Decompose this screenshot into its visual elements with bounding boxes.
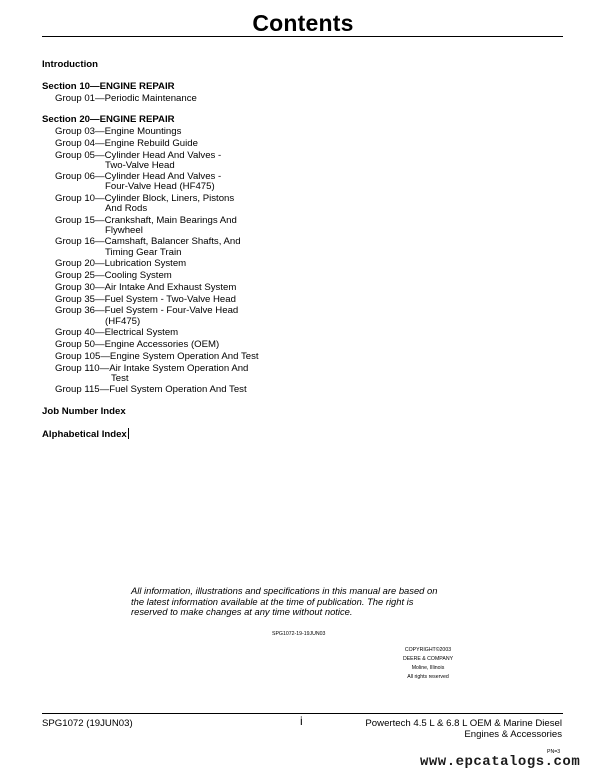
- toc-group-110-cont[interactable]: Test: [111, 373, 129, 384]
- toc-section20-heading[interactable]: Section 20—ENGINE REPAIR: [42, 114, 175, 125]
- toc-group-16-cont[interactable]: Timing Gear Train: [105, 247, 182, 258]
- footer-page-number: i: [300, 714, 303, 728]
- toc-group-30[interactable]: Group 30—Air Intake And Exhaust System: [55, 282, 237, 293]
- toc-section10-heading[interactable]: Section 10—ENGINE REPAIR: [42, 81, 175, 92]
- location-line: Moline, Illinois: [411, 665, 445, 671]
- toc-alphabetical-index[interactable]: [42, 428, 129, 440]
- legal-notice-line-3: reserved to make changes at any time without notice.: [131, 606, 353, 617]
- toc-group-10-cont[interactable]: And Rods: [105, 203, 148, 214]
- rights-line: All rights reserved: [407, 674, 449, 680]
- copyright-block: [398, 646, 458, 682]
- page-title: Contents: [252, 10, 354, 36]
- toc-group-05[interactable]: Group 05—Cylinder Head And Valves -: [55, 150, 222, 161]
- toc-introduction[interactable]: Introduction: [42, 59, 98, 70]
- toc-job-number-index[interactable]: Job Number Index: [42, 406, 126, 417]
- legal-notice: [131, 586, 471, 618]
- footer-doc-id: SPG1072 (19JUN03): [42, 718, 133, 729]
- toc-group-105[interactable]: Group 105—Engine System Operation And Test: [55, 351, 259, 362]
- footer-title-line-1: Powertech 4.5 L & 6.8 L OEM & Marine Diesel: [365, 718, 562, 729]
- toc-section10-group01[interactable]: Group 01—Periodic Maintenance: [55, 93, 197, 104]
- toc-group-04[interactable]: Group 04—Engine Rebuild Guide: [55, 138, 198, 149]
- toc-group-115[interactable]: Group 115—Fuel System Operation And Test: [55, 384, 247, 395]
- toc-alphabetical-index-label[interactable]: Alphabetical Index: [42, 429, 127, 440]
- text-cursor: [128, 428, 129, 439]
- toc-group-25[interactable]: Group 25—Cooling System: [55, 270, 172, 281]
- toc-group-06[interactable]: Group 06—Cylinder Head And Valves -: [55, 171, 222, 182]
- toc-group-15-cont[interactable]: Flywheel: [105, 225, 143, 236]
- toc-group-35[interactable]: Group 35—Fuel System - Two-Valve Head: [55, 294, 236, 305]
- toc-group-03[interactable]: Group 03—Engine Mountings: [55, 126, 182, 137]
- toc-group-36[interactable]: Group 36—Fuel System - Four-Valve Head: [55, 305, 239, 316]
- toc-group-50[interactable]: Group 50—Engine Accessories (OEM): [55, 339, 220, 350]
- legal-notice-line-1: All information, illustrations and specifications in this manual are based on: [131, 585, 438, 596]
- legal-notice-line-2: the latest information available at the time of publication. The right is: [131, 595, 414, 607]
- footer-title-line-2: Engines & Accessories: [464, 729, 562, 740]
- toc-group-20[interactable]: Group 20—Lubrication System: [55, 258, 187, 269]
- pn-label: PN=3: [547, 749, 561, 755]
- toc-group-16[interactable]: Group 16—Camshaft, Balancer Shafts, And: [55, 236, 241, 247]
- toc-group-10[interactable]: Group 10—Cylinder Block, Liners, Pistons: [55, 193, 235, 204]
- toc-group-40[interactable]: Group 40—Electrical System: [55, 327, 179, 338]
- document-code: SPG1072-19-19JUN03: [272, 631, 326, 637]
- footer-title: [365, 718, 562, 740]
- header-rule: [42, 36, 563, 37]
- toc-group-15[interactable]: Group 15—Crankshaft, Main Bearings And: [55, 215, 237, 226]
- copyright-line: COPYRIGHT©2003: [404, 647, 452, 653]
- toc-group-110[interactable]: Group 110—Air Intake System Operation And: [55, 363, 249, 374]
- toc-group-06-cont[interactable]: Four-Valve Head (HF475): [105, 181, 215, 192]
- company-line: DEERE & COMPANY: [402, 656, 454, 662]
- toc-group-36-cont[interactable]: (HF475): [105, 316, 141, 327]
- watermark-text: www.epcatalogs.com: [420, 754, 581, 770]
- toc-group-05-cont[interactable]: Two-Valve Head: [105, 160, 175, 171]
